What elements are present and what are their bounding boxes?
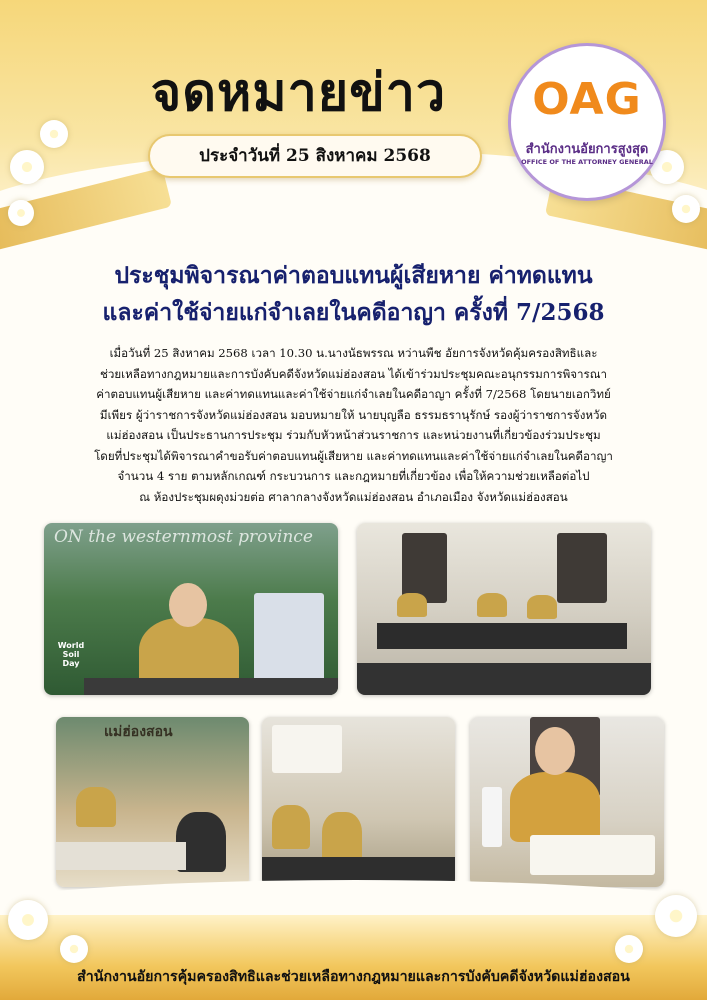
prosecutor-head [535,727,575,775]
flower-decoration [8,900,48,940]
attendee-figure [76,787,116,827]
body-line: แม่ฮ่องสอน เป็นประธานการประชุม ร่วมกับหัวหน้าส่วนราชการ และหน่วยงานที่เกี่ยวข้องร่วมประชุม [106,428,601,442]
flower-decoration [40,120,68,148]
presentation-screen [272,725,342,773]
attendee-figure [397,593,427,617]
attendee-figure [272,805,310,849]
flower-decoration [8,200,34,226]
oag-logo [508,43,666,201]
body-line: ช่วยเหลือทางกฎหมายและการบังคับคดีจังหวัดแม่ฮ่องสอน ได้เข้าร่วมประชุมคณะอนุกรรมการพิจารณา [99,366,608,381]
logo-english-name: OFFICE OF THE ATTORNEY GENERAL [521,158,653,166]
footer-organization: สำนักงานอัยการคุ้มครองสิทธิและช่วยเหลือทางกฎหมายและการบังคับคดีจังหวัดแม่ฮ่องสอน [77,969,630,985]
attendee-figure [527,595,557,619]
body-line: ณ ห้องประชุมผดุงม่วยต่อ ศาลากลางจังหวัดแม่ฮ่องสอน อำเภอเมือง จังหวัดแม่ฮ่องสอน [139,489,568,504]
window-curtain [557,533,607,603]
photo-overlay-caption: ON the westernmost province [54,527,313,547]
date-badge: ประจำวันที่ 25 สิงหาคม 2568 [148,134,482,178]
desk [56,842,186,870]
photo-overlay-caption: แม่ฮ่องสอน [104,724,173,740]
body-line: ค่าตอบแทนผู้เสียหาย และค่าทดแทนและค่าใช้จ่ายแก่จำเลยในคดีอาญา ครั้งที่ 7/2568 โดยนายเอกวิทย์ [96,387,611,401]
headline-text: จดหมายข่าว [150,63,447,123]
flower-decoration [672,195,700,223]
water-bottle [482,787,502,847]
flower-decoration [10,150,44,184]
attendee-figure [477,593,507,617]
prosecutor-figure [510,772,600,842]
article-title-line-1: ประชุมพิจารณาค่าตอบแทนผู้เสียหาย ค่าทดแทน [114,262,593,289]
attendee-figure [322,812,362,862]
body-line: มีเพียร ผู้ว่าราชการจังหวัดแม่ฮ่องสอน มอบหมายให้ นายบุญลือ ธรรมธรานุรักษ์ รองผู้ว่าราชการจังหวัด [99,407,608,422]
meeting-photo-room [357,523,651,695]
official-head [169,583,207,627]
name-plate [530,835,655,875]
desk [84,678,338,695]
meeting-photo-official [44,523,338,695]
logo-thai-name: สำนักงานอัยการสูงสุด [525,142,649,157]
article-title-line-2: และค่าใช้จ่ายแก่จำเลยในคดีอาญา ครั้งที่ 7/2568 [102,299,605,326]
article-body [42,343,665,507]
body-line: เมื่อวันที่ 25 สิงหาคม 2568 เวลา 10.30 น.นางนัธพรรณ หว่านพืช อัยการจังหวัดคุ้มครองสิทธิและ [109,346,598,360]
meeting-photo-prosecutor [470,717,664,887]
body-line: โดยที่ประชุมได้พิจารณาคำขอรับค่าตอบแทนผู้เสียหาย และค่าทดแทนและค่าใช้จ่ายแก่จำเลยในคดีอาญา [94,448,613,463]
flower-decoration [60,935,88,963]
conference-table [357,663,651,695]
meeting-photo-presentation [262,717,455,887]
body-line: จำนวน 4 ราย ตามหลักเกณฑ์ กระบวนการ และกฎหมายที่เกี่ยวข้อง เพื่อให้ความช่วยเหลือต่อไป [117,469,590,483]
world-soil-day-badge: World Soil Day [57,641,85,668]
flower-decoration [655,895,697,937]
meeting-photo-attendees [56,717,249,887]
flower-decoration [615,935,643,963]
emblem-standee [254,593,324,683]
conference-table [377,623,627,649]
logo-mark: OAG [532,74,642,125]
